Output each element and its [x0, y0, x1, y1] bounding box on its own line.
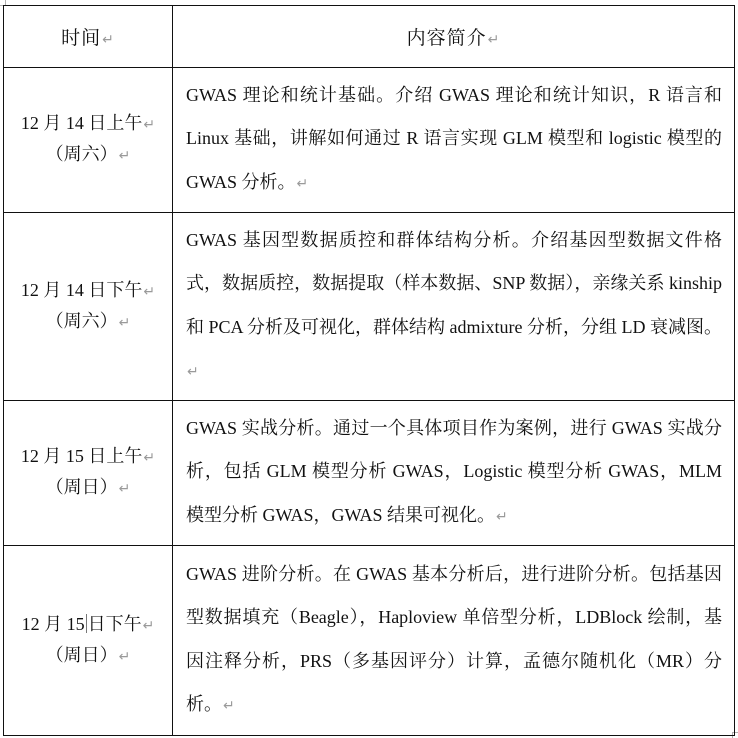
- session-time: 12 月 15 日上午: [20, 446, 143, 466]
- paragraph-mark-icon: ↵: [143, 117, 156, 133]
- paragraph-mark-icon: ↵: [223, 698, 235, 714]
- time-cell[interactable]: [4, 213, 173, 401]
- paragraph-mark-icon: ↵: [496, 508, 508, 525]
- schedule-table: [3, 5, 735, 736]
- description-cell[interactable]: [173, 546, 735, 736]
- description-cell[interactable]: [173, 68, 735, 213]
- header-content[interactable]: 内容简介↵: [173, 6, 735, 68]
- session-description: GWAS 基因型数据质控和群体结构分析。介绍基因型数据文件格式，数据质控，数据提取（样本数据、SNP 数据），亲缘关系 kinship 和 PCA 分析及可视化，群体结构 admixture 分析，分组 LD 衰减图。: [186, 229, 722, 337]
- session-description: GWAS 进阶分析。在 GWAS 基本分析后，进行进阶分析。包括基因型数据填充（Beagle），Haploview 单倍型分析，LDBlock 绘制，基因注释分析，PRS（多基因评分）计算，孟德尔随机化（MR）分析。: [186, 563, 722, 714]
- paragraph-mark-icon: ↵: [187, 364, 199, 380]
- session-weekday: （周六）: [45, 144, 118, 164]
- time-cell[interactable]: [4, 401, 173, 546]
- session-description: GWAS 实战分析。通过一个具体项目作为案例，进行 GWAS 实战分析，包括 GLM 模型分析 GWAS，Logistic 模型分析 GWAS，MLM 模型分析 GWAS，GWAS 结果可视化。: [186, 417, 722, 525]
- paragraph-mark-icon: ↵: [143, 283, 156, 300]
- session-time: 12 月 14 日上午: [20, 113, 143, 133]
- table-row: [4, 213, 735, 401]
- session-time: 12 月 14 日下午: [20, 279, 143, 300]
- session-weekday: （周日）: [45, 644, 118, 665]
- paragraph-mark-icon: ↵: [118, 481, 131, 497]
- session-description: GWAS 理论和统计基础。介绍 GWAS 理论和统计知识，R 语言和 Linux 基础，讲解如何通过 R 语言实现 GLM 模型和 logistic 模型的 GWAS 分析。: [186, 84, 722, 192]
- paragraph-mark-icon: ↵: [102, 32, 115, 48]
- paragraph-mark-icon: ↵: [142, 617, 155, 634]
- paragraph-mark-icon: ↵: [118, 148, 131, 164]
- session-time: 12 月 15: [21, 613, 85, 634]
- session-weekday: （周六）: [45, 310, 118, 331]
- text-cursor: [86, 614, 87, 633]
- paragraph-mark-icon: ↵: [118, 314, 131, 331]
- table-row: [4, 68, 735, 213]
- paragraph-mark-icon: ↵: [487, 32, 501, 48]
- paragraph-mark-icon: ↵: [143, 450, 156, 466]
- time-cell[interactable]: [4, 546, 173, 736]
- table-row: [4, 401, 735, 546]
- header-time[interactable]: 时间↵: [4, 6, 173, 68]
- description-cell[interactable]: [173, 401, 735, 546]
- description-cell[interactable]: [173, 213, 735, 401]
- table-header-row: [4, 6, 735, 68]
- time-cell[interactable]: [4, 68, 173, 213]
- table-row: [4, 546, 735, 736]
- session-weekday: （周日）: [45, 477, 118, 497]
- paragraph-mark-icon: ↵: [296, 175, 309, 192]
- paragraph-mark-icon: ↵: [118, 648, 131, 665]
- session-time-suffix: 日下午: [87, 613, 142, 634]
